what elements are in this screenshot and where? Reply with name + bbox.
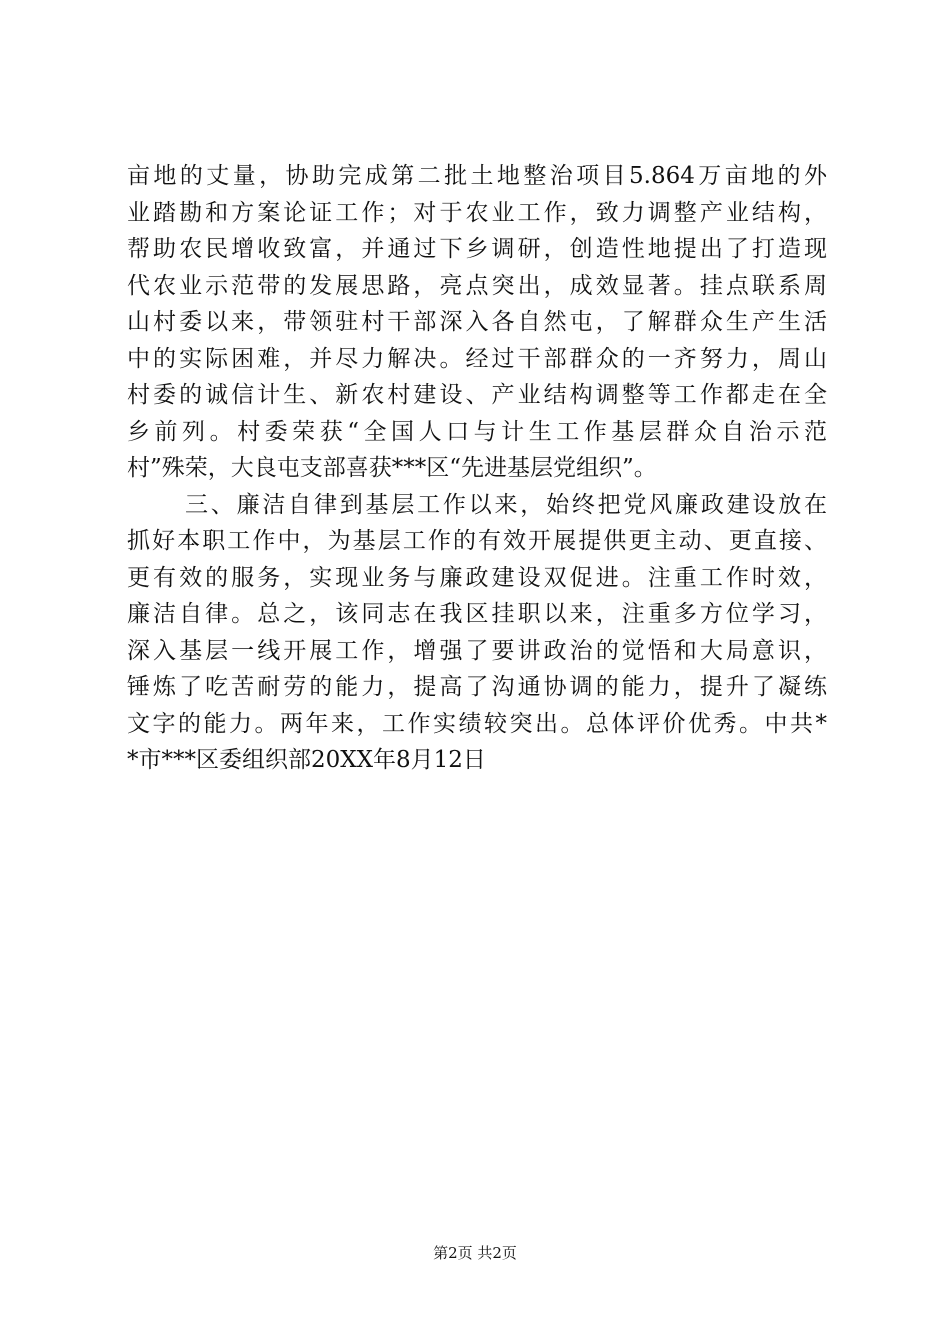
- text-line: *市***区委组织部20XX年8月12日: [127, 747, 486, 773]
- text-line: 文字的能力。两年来，工作实绩较突出。总体评价优秀。中共*: [127, 710, 827, 737]
- page-number-footer: 第2页 共2页: [433, 1244, 517, 1262]
- text-line: 村委的诚信计生、新农村建设、产业结构调整等工作都走在全: [127, 382, 827, 408]
- text-line: 锤炼了吃苦耐劳的能力，提高了沟通协调的能力，提升了凝练: [127, 674, 827, 700]
- section-heading-line: 三、廉洁自律到基层工作以来，始终把党风廉政建设放在: [185, 491, 827, 518]
- text-line: 亩地的丈量，协助完成第二批土地整治项目5.864万亩地的外: [127, 163, 827, 189]
- text-line: 代农业示范带的发展思路，亮点突出，成效显著。挂点联系周: [127, 272, 827, 299]
- text-line: 业踏勘和方案论证工作；对于农业工作，致力调整产业结构，: [127, 199, 827, 226]
- text-line: 山村委以来，带领驻村干部深入各自然屯，了解群众生产生活: [127, 309, 827, 335]
- text-line: 深入基层一线开展工作，增强了要讲政治的觉悟和大局意识，: [127, 637, 827, 664]
- text-line: 更有效的服务，实现业务与廉政建设双促进。注重工作时效，: [127, 564, 827, 591]
- text-line: 抓好本职工作中，为基层工作的有效开展提供更主动、更直接、: [127, 528, 827, 554]
- text-line: 廉洁自律。总之，该同志在我区挂职以来，注重多方位学习，: [127, 601, 827, 627]
- text-line: 中的实际困难，并尽力解决。经过干部群众的一齐努力，周山: [127, 345, 827, 372]
- text-line: 村”殊荣，大良屯支部喜获***区“先进基层党组织”。: [127, 455, 657, 481]
- text-line: 乡前列。村委荣获“全国人口与计生工作基层群众自治示范: [127, 418, 827, 445]
- document-body: [127, 158, 827, 779]
- text-line: 帮助农民增收致富，并通过下乡调研，创造性地提出了打造现: [127, 236, 827, 262]
